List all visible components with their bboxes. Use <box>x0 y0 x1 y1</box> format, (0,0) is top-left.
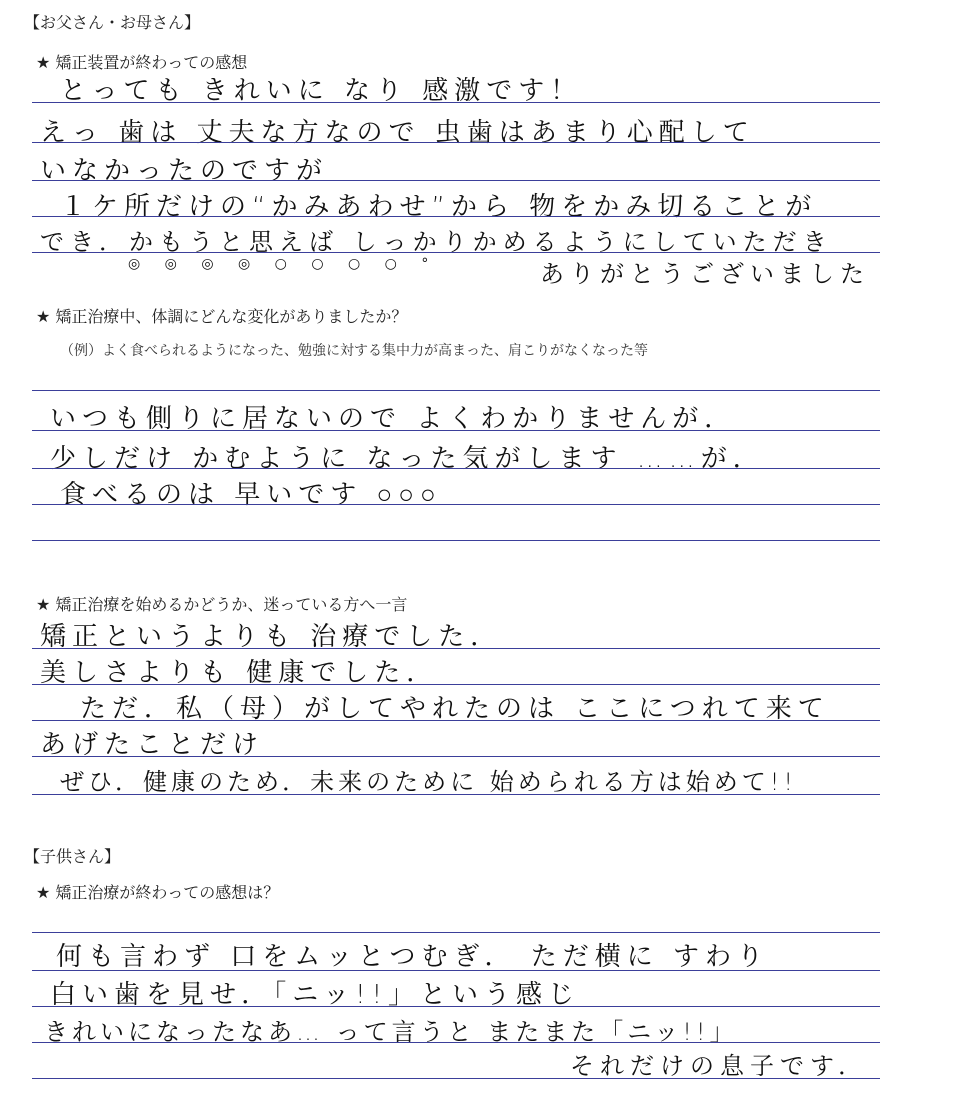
handwritten-answer-line: でき．かもうと思えば しっかりかめるようにしていただき <box>40 228 833 256</box>
ruled-line <box>32 504 880 505</box>
handwritten-closing: ありがとうございました <box>540 260 870 288</box>
handwritten-answer-line: えっ 歯は 丈夫な方なので 虫歯はあまり心配して <box>40 118 755 148</box>
handwritten-answer-line: 矯正というよりも 治療でした． <box>40 622 503 652</box>
handwritten-dots: ◎ ◎ ◎ ◎ ○ ○ ○ ○ ° <box>128 256 439 272</box>
handwritten-answer-line: いなかったのですが <box>40 156 329 186</box>
handwritten-answer-line: とっても きれいに なり 感激です！ <box>60 76 583 106</box>
ruled-line <box>32 102 880 103</box>
ruled-line <box>32 1042 880 1043</box>
ruled-line <box>32 252 880 253</box>
handwritten-answer-line: いつも側りに居ないので よくわかりませんが． <box>50 404 737 434</box>
ruled-line <box>32 932 880 933</box>
ruled-line <box>32 1078 880 1079</box>
handwritten-answer-line: 食べるのは 早いです ○○○ <box>60 480 442 510</box>
child-section-heading: 【子供さん】 <box>24 847 121 866</box>
handwritten-answer-line: あげたことだけ <box>40 730 265 760</box>
question-1: ★ 矯正装置が終わっての感想 <box>36 53 248 72</box>
parent-section-heading: 【お父さん・お母さん】 <box>24 13 201 32</box>
question-2: ★ 矯正治療中、体調にどんな変化がありましたか？ <box>36 307 408 326</box>
handwritten-answer-line: ぜひ．健康のため．未来のために 始められる方は始めて!! <box>60 768 797 796</box>
ruled-line <box>32 794 880 795</box>
handwritten-answer-line: 何も言わず 口をムッとつむぎ． ただ横に すわり <box>56 942 769 972</box>
handwritten-answer-line: ただ．私（母）がしてやれたのは ここにつれて来て <box>80 694 830 724</box>
handwritten-answer-line: きれいになったなあ… って言うと またまた「ニッ!!」 <box>44 1018 738 1046</box>
handwritten-answer-line: 美しさよりも 健康でした． <box>40 658 439 688</box>
ruled-line <box>32 390 880 391</box>
ruled-line <box>32 180 880 181</box>
ruled-line <box>32 720 880 721</box>
handwritten-answer-line: 少しだけ かむように なった気がします ……が． <box>50 444 765 474</box>
ruled-line <box>32 468 880 469</box>
ruled-line <box>32 142 880 143</box>
child-question-1: ★ 矯正治療が終わっての感想は？ <box>36 883 280 902</box>
ruled-line <box>32 540 880 541</box>
ruled-line <box>32 648 880 649</box>
handwritten-answer-line: １ケ所だけの“かみあわせ”から 物をかみ切ることが <box>60 192 818 222</box>
ruled-line <box>32 1006 880 1007</box>
ruled-line <box>32 756 880 757</box>
handwritten-answer-line: 白い歯を見せ．「ニッ!!」という感じ <box>50 980 581 1010</box>
ruled-line <box>32 970 880 971</box>
ruled-line <box>32 430 880 431</box>
ruled-line <box>32 216 880 217</box>
question-3: ★ 矯正治療を始めるかどうか、迷っている方へ一言 <box>36 595 408 614</box>
ruled-line <box>32 684 880 685</box>
question-2-example: （例）よく食べられるようになった、勉強に対する集中力が高まった、肩こりがなくなった等 <box>60 343 648 359</box>
handwritten-answer-line: それだけの息子です． <box>570 1052 869 1080</box>
